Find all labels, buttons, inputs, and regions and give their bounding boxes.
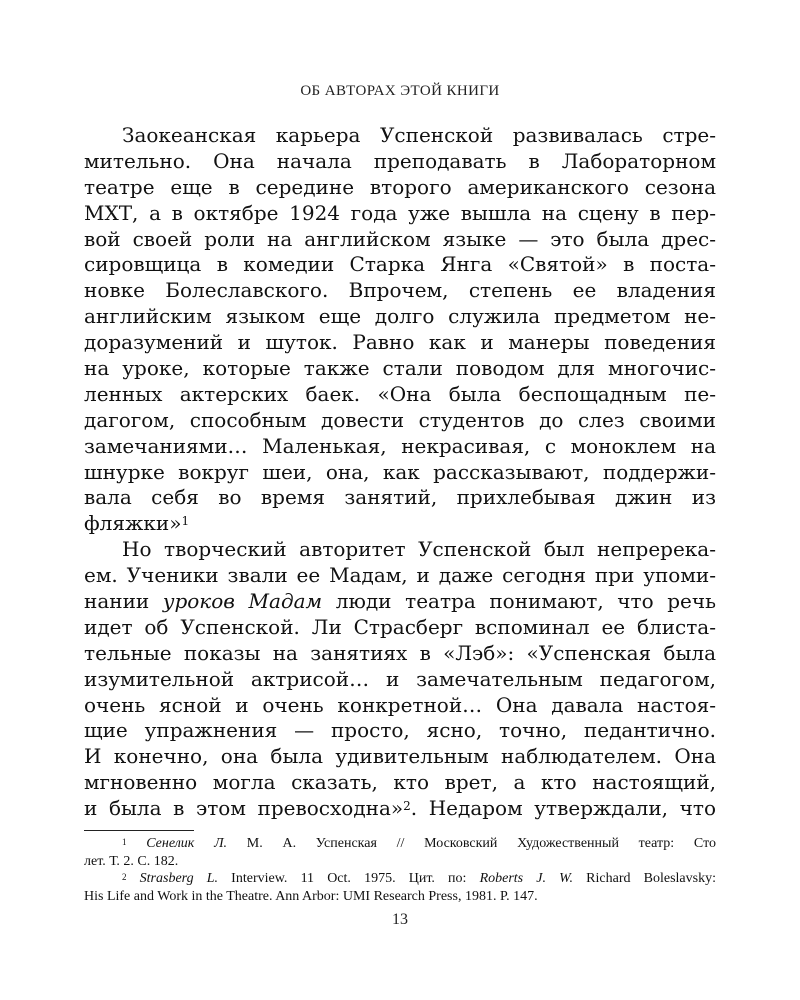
footnote-2-cont: His Life and Work in the Theatre. Ann Arbor: UMI Research Press, 1981. P. 147. bbox=[84, 888, 538, 904]
footnote-number: 2 bbox=[122, 872, 127, 882]
text-line: И конечно, она была удивительным наблюдателем. Она bbox=[84, 744, 716, 769]
footnote-number: 1 bbox=[122, 837, 127, 847]
text-line: Но творческий авторитет Успенской был непререка- bbox=[122, 537, 716, 562]
footnote-author: Сенелик Л. bbox=[146, 836, 228, 851]
footnote-ref[interactable]: 1 bbox=[181, 514, 190, 529]
text-line: новке Болеславского. Впрочем, степень ее владения bbox=[84, 278, 716, 303]
text-line: ленных актерских баек. «Она была беспощадным пе- bbox=[84, 381, 716, 406]
text-line: щие упражнения — просто, ясно, точно, педантично. bbox=[84, 718, 716, 743]
footnote-1-cont: лет. Т. 2. С. 182. bbox=[84, 853, 179, 869]
footnote-rule bbox=[84, 830, 194, 831]
text-line-with-note bbox=[84, 796, 716, 822]
footnote-text: Interview. 11 Oct. 1975. Цит. по: bbox=[218, 871, 480, 886]
footnote-text: Richard Boleslavsky: bbox=[573, 871, 716, 886]
text-fragment: и была в этом превосходна» bbox=[84, 796, 404, 821]
text-line: идет об Успенской. Ли Страсберг вспоминал ее блиста- bbox=[84, 614, 716, 639]
text-line: вой своей роли на английском языке — это была дрес- bbox=[84, 226, 716, 251]
text-line: изумительной актрисой… и замечательным педагогом, bbox=[84, 666, 716, 691]
text-line: Заокеанская карьера Успенской развивалась стре- bbox=[122, 123, 716, 147]
text-line-italic bbox=[84, 589, 716, 615]
text-fragment: . Недаром утверждали, что bbox=[410, 796, 716, 821]
text-line: МХТ, а в октябре 1924 года уже вышла на сцену в пер- bbox=[84, 200, 716, 225]
italic-fragment: уроков Мадам bbox=[162, 589, 323, 614]
text-line: сировщица в комедии Старка Янга «Святой» в поста- bbox=[84, 252, 716, 277]
text-line: на уроке, которые также стали поводом для многочис- bbox=[84, 356, 716, 381]
text-fragment: нании bbox=[84, 589, 163, 614]
text-line-last bbox=[84, 511, 716, 537]
footnotes bbox=[84, 835, 716, 905]
footnote-ref[interactable]: 2 bbox=[403, 799, 411, 814]
running-head: ОБ АВТОРАХ ЭТОЙ КНИГИ bbox=[300, 83, 500, 99]
text-line: ем. Ученики звали ее Мадам, и даже сегодня при упоми- bbox=[84, 563, 716, 588]
text-line: шнурке вокруг шеи, она, как рассказывают, поддержи- bbox=[84, 459, 716, 484]
footnote-2 bbox=[84, 870, 716, 888]
page-number: 13 bbox=[392, 911, 408, 928]
footnote-author: Strasberg L. bbox=[139, 871, 219, 886]
text-line: доразумений и шуток. Равно как и манеры поведения bbox=[84, 330, 716, 355]
footnote-1 bbox=[84, 835, 716, 853]
text-line: английским языком еще долго служила предметом не- bbox=[84, 304, 716, 329]
text-fragment: фляжки» bbox=[84, 511, 182, 536]
text-line: театре еще в середине второго американского сезона bbox=[84, 174, 716, 199]
body-text bbox=[84, 123, 716, 822]
text-line: очень ясной и очень конкретной… Она давала настоя- bbox=[84, 692, 716, 717]
footnote-text: М. А. Успенская // Московский Художественный театр: Сто bbox=[227, 836, 717, 851]
text-line: мительно. Она начала преподавать в Лабораторном bbox=[84, 148, 716, 173]
footnote-author: Roberts J. W. bbox=[479, 871, 574, 886]
text-line: замечаниями… Маленькая, некрасивая, с моноклем на bbox=[84, 433, 716, 458]
text-line: вала себя во время занятий, прихлебывая джин из bbox=[84, 485, 716, 510]
text-line: дагогом, способным довести студентов до слез своими bbox=[84, 407, 716, 432]
text-line: тельные показы на занятиях в «Лэб»: «Успенская была bbox=[84, 640, 716, 665]
text-line: мгновенно могла сказать, кто врет, а кто настоящий, bbox=[84, 770, 716, 795]
text-fragment: люди театра понимают, что речь bbox=[322, 589, 717, 614]
